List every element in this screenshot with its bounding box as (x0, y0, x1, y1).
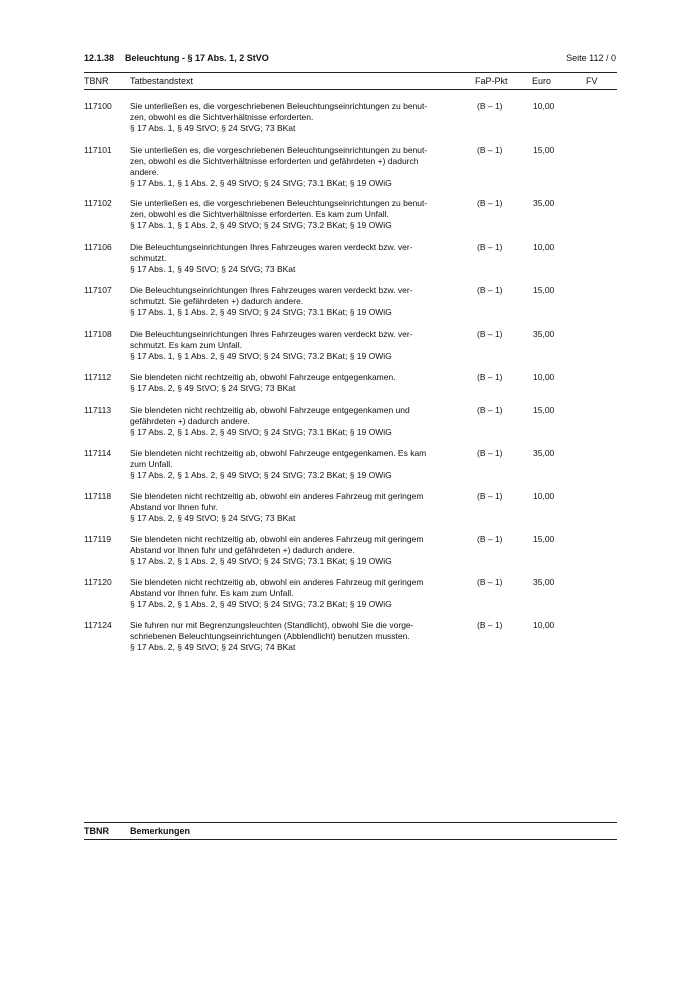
offense-text-cell (130, 577, 466, 610)
section-title: Beleuchtung - § 17 Abs. 1, 2 StVO (125, 53, 269, 63)
column-header-tbnr: TBNR (84, 76, 109, 86)
offense-text-line: § 17 Abs. 1, § 49 StVO; § 24 StVG; 73 BKat (130, 264, 296, 274)
fap-points-cell: (B – 1) (477, 285, 503, 295)
fap-points-cell: (B – 1) (477, 620, 503, 630)
offense-text-line: § 17 Abs. 1, § 1 Abs. 2, § 49 StVO; § 24 StVG; 73.1 BKat; § 19 OWiG (130, 178, 392, 188)
euro-amount-cell: 10,00 (533, 372, 555, 382)
euro-amount-cell: 10,00 (533, 101, 555, 111)
column-header-fv: FV (586, 76, 598, 86)
page-header (84, 53, 616, 67)
offense-text-cell (130, 491, 466, 524)
offense-text-line: schmutzt. Sie gefährdeten +) dadurch andere. (130, 296, 304, 306)
offense-text-line: § 17 Abs. 2, § 49 StVO; § 24 StVG; 73 BKat (130, 383, 296, 393)
tbnr-cell: 117106 (84, 242, 112, 252)
fap-points-cell: (B – 1) (477, 101, 503, 111)
tbnr-cell: 117118 (84, 491, 112, 501)
euro-amount-cell: 35,00 (533, 198, 555, 208)
fap-points-cell: (B – 1) (477, 534, 503, 544)
offense-text-cell (130, 372, 466, 394)
footer-rule-bottom (84, 839, 617, 840)
offense-text-line: Sie blendeten nicht rechtzeitig ab, obwohl Fahrzeuge entgegenkamen. (130, 372, 396, 382)
column-header-fap: FaP-Pkt (475, 76, 508, 86)
offense-text-cell (130, 329, 466, 362)
offense-text-line: schmutzt. (130, 253, 167, 263)
tbnr-cell: 117120 (84, 577, 112, 587)
fap-points-cell: (B – 1) (477, 145, 503, 155)
offense-text-line: zen, obwohl es die Sichtverhältnisse erforderten. (130, 112, 314, 122)
tbnr-cell: 117119 (84, 534, 112, 544)
offense-text-line: Die Beleuchtungseinrichtungen Ihres Fahrzeuges waren verdeckt bzw. ver- (130, 329, 413, 339)
tbnr-cell: 117114 (84, 448, 112, 458)
tbnr-cell: 117112 (84, 372, 112, 382)
fap-points-cell: (B – 1) (477, 242, 503, 252)
tbnr-cell: 117113 (84, 405, 112, 415)
section-number: 12.1.38 (84, 53, 115, 63)
offense-text-line: Abstand vor Ihnen fuhr. (130, 502, 218, 512)
tbnr-cell: 117108 (84, 329, 112, 339)
offense-text-line: Die Beleuchtungseinrichtungen Ihres Fahrzeuges waren verdeckt bzw. ver- (130, 285, 413, 295)
offense-text-line: Sie unterließen es, die vorgeschriebenen Beleuchtungseinrichtungen zu benut- (130, 198, 428, 208)
euro-amount-cell: 35,00 (533, 329, 555, 339)
footer-header-tbnr: TBNR (84, 826, 109, 836)
fap-points-cell: (B – 1) (477, 405, 503, 415)
offense-text-line: § 17 Abs. 2, § 1 Abs. 2, § 49 StVO; § 24 StVG; 73.1 BKat; § 19 OWiG (130, 427, 392, 437)
header-rule-bottom (84, 89, 617, 90)
offense-text-line: § 17 Abs. 2, § 49 StVO; § 24 StVG; 73 BKat (130, 513, 296, 523)
euro-amount-cell: 15,00 (533, 534, 555, 544)
euro-amount-cell: 35,00 (533, 577, 555, 587)
offense-text-line: Sie blendeten nicht rechtzeitig ab, obwohl Fahrzeuge entgegenkamen und (130, 405, 410, 415)
euro-amount-cell: 15,00 (533, 145, 555, 155)
fap-points-cell: (B – 1) (477, 198, 503, 208)
tbnr-cell: 117101 (84, 145, 112, 155)
fap-points-cell: (B – 1) (477, 372, 503, 382)
offense-text-cell (130, 285, 466, 318)
offense-text-line: § 17 Abs. 1, § 1 Abs. 2, § 49 StVO; § 24 StVG; 73.1 BKat; § 19 OWiG (130, 307, 392, 317)
offense-text-line: Sie fuhren nur mit Begrenzungsleuchten (Standlicht), obwohl Sie die vorge- (130, 620, 414, 630)
offense-text-line: § 17 Abs. 2, § 49 StVO; § 24 StVG; 74 BKat (130, 642, 296, 652)
offense-text-line: § 17 Abs. 1, § 49 StVO; § 24 StVG; 73 BKat (130, 123, 296, 133)
offense-text-cell (130, 198, 466, 231)
offense-text-line: Die Beleuchtungseinrichtungen Ihres Fahrzeuges waren verdeckt bzw. ver- (130, 242, 413, 252)
euro-amount-cell: 10,00 (533, 620, 555, 630)
offense-text-cell (130, 448, 466, 481)
euro-amount-cell: 15,00 (533, 405, 555, 415)
offense-text-line: § 17 Abs. 1, § 1 Abs. 2, § 49 StVO; § 24 StVG; 73.2 BKat; § 19 OWiG (130, 220, 392, 230)
footer-header-remarks: Bemerkungen (130, 826, 191, 836)
fap-points-cell: (B – 1) (477, 448, 503, 458)
offense-text-line: Sie blendeten nicht rechtzeitig ab, obwohl Fahrzeuge entgegenkamen. Es kam (130, 448, 427, 458)
offense-text-line: Sie blendeten nicht rechtzeitig ab, obwohl ein anderes Fahrzeug mit geringem (130, 491, 424, 501)
offense-text-line: § 17 Abs. 2, § 1 Abs. 2, § 49 StVO; § 24 StVG; 73.1 BKat; § 19 OWiG (130, 556, 392, 566)
offense-text-line: zen, obwohl es die Sichtverhältnisse erforderten und gefährdeten +) dadurch (130, 156, 419, 166)
euro-amount-cell: 15,00 (533, 285, 555, 295)
offense-text-line: zen, obwohl es die Sichtverhältnisse erforderten. Es kam zum Unfall. (130, 209, 389, 219)
header-rule-top (84, 72, 617, 73)
fap-points-cell: (B – 1) (477, 329, 503, 339)
offense-text-line: § 17 Abs. 1, § 1 Abs. 2, § 49 StVO; § 24 StVG; 73.2 BKat; § 19 OWiG (130, 351, 392, 361)
offense-text-line: § 17 Abs. 2, § 1 Abs. 2, § 49 StVO; § 24 StVG; 73.2 BKat; § 19 OWiG (130, 599, 392, 609)
offense-text-line: gefährdeten +) dadurch andere. (130, 416, 250, 426)
offense-text-cell (130, 101, 466, 134)
offense-text-line: Sie unterließen es, die vorgeschriebenen Beleuchtungseinrichtungen zu benut- (130, 101, 428, 111)
euro-amount-cell: 10,00 (533, 242, 555, 252)
offense-text-line: Sie blendeten nicht rechtzeitig ab, obwohl ein anderes Fahrzeug mit geringem (130, 577, 424, 587)
euro-amount-cell: 10,00 (533, 491, 555, 501)
column-header-euro: Euro (532, 76, 552, 86)
tbnr-cell: 117100 (84, 101, 112, 111)
euro-amount-cell: 35,00 (533, 448, 555, 458)
offense-text-line: schmutzt. Es kam zum Unfall. (130, 340, 242, 350)
offense-text-cell (130, 145, 466, 189)
offense-text-cell (130, 405, 466, 438)
tbnr-cell: 117102 (84, 198, 112, 208)
offense-text-line: Sie blendeten nicht rechtzeitig ab, obwohl ein anderes Fahrzeug mit geringem (130, 534, 424, 544)
page-number: Seite 112 / 0 (566, 53, 616, 63)
tbnr-cell: 117107 (84, 285, 112, 295)
footer-rule-top (84, 822, 617, 823)
offense-text-cell (130, 620, 466, 653)
fap-points-cell: (B – 1) (477, 577, 503, 587)
offense-text-line: § 17 Abs. 2, § 1 Abs. 2, § 49 StVO; § 24 StVG; 73.2 BKat; § 19 OWiG (130, 470, 392, 480)
tbnr-cell: 117124 (84, 620, 112, 630)
offense-text-line: Abstand vor Ihnen fuhr und gefährdeten +) dadurch andere. (130, 545, 355, 555)
offense-text-cell (130, 242, 466, 275)
column-header-tatbestand: Tatbestandstext (130, 76, 194, 86)
offense-text-line: Abstand vor Ihnen fuhr. Es kam zum Unfall. (130, 588, 294, 598)
fap-points-cell: (B – 1) (477, 491, 503, 501)
offense-text-line: Sie unterließen es, die vorgeschriebenen Beleuchtungseinrichtungen zu benut- (130, 145, 428, 155)
offense-text-line: schriebenen Beleuchtungseinrichtungen (Abblendlicht) benutzen mussten. (130, 631, 410, 641)
offense-text-line: zum Unfall. (130, 459, 173, 469)
offense-text-line: andere. (130, 167, 159, 177)
offense-text-cell (130, 534, 466, 567)
